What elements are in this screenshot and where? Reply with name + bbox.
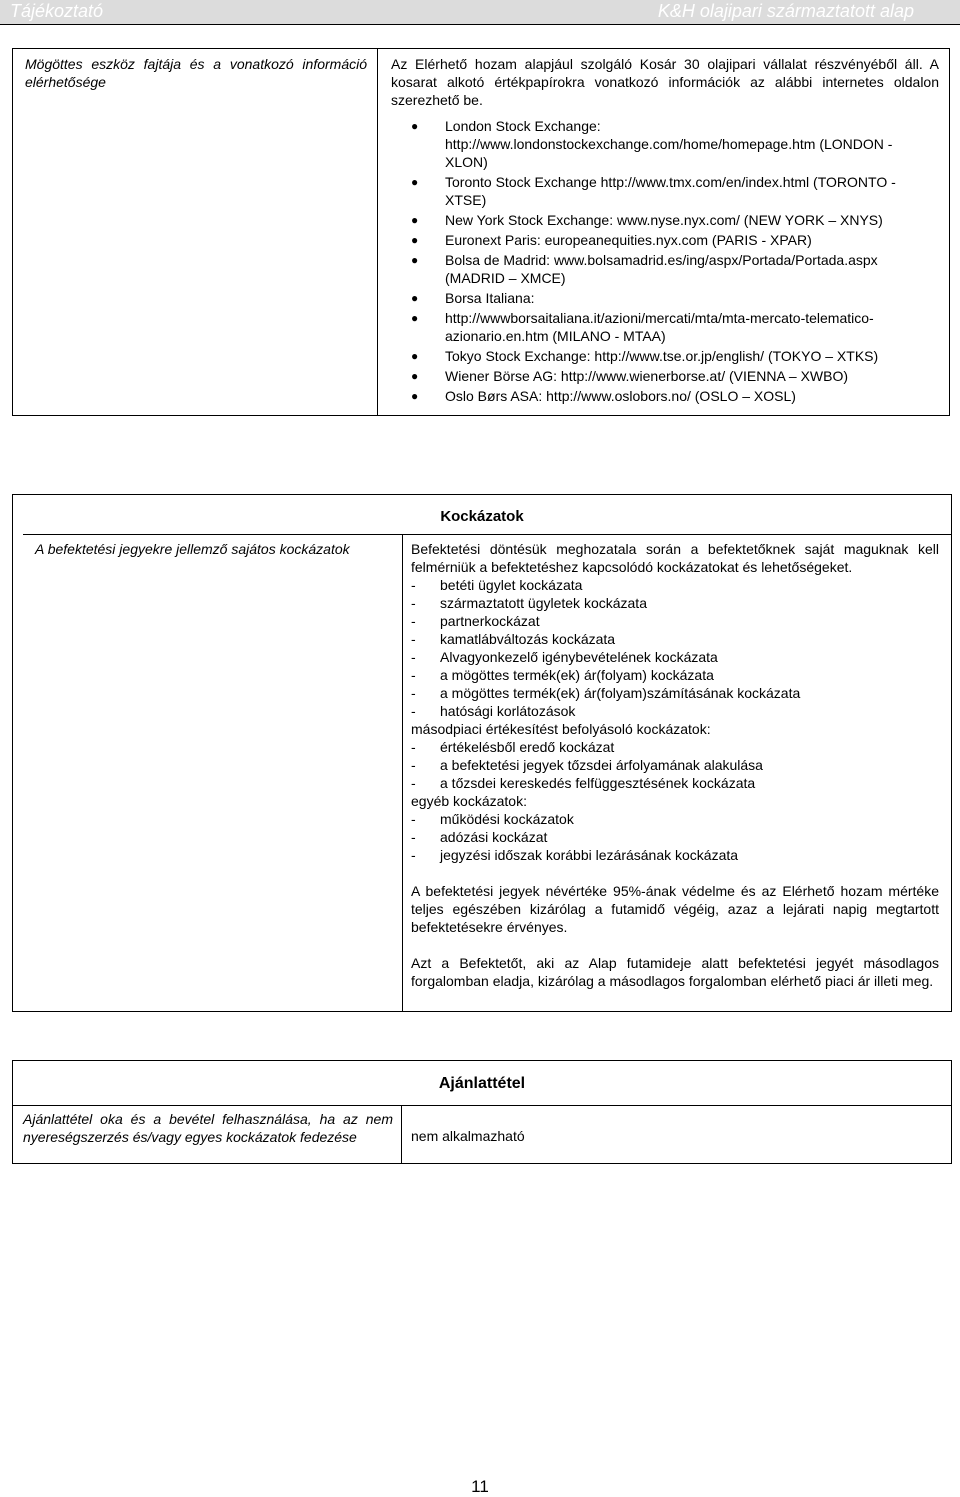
header-left-title: Tájékoztató — [10, 1, 104, 21]
page-header — [0, 0, 960, 24]
offer-label: Ajánlattétel oka és a bevétel felhasználása, ha az nem nyereségszerzés és/vagy egyes kockázatok fedezése — [23, 1111, 393, 1145]
bullet-icon: ● — [411, 389, 419, 403]
risks-title: Kockázatok — [440, 508, 524, 525]
risk-item: - Alvagyonkezelő igénybevételének kockázata — [411, 649, 718, 665]
bullet-icon: ● — [411, 119, 419, 133]
risks-content-cell — [402, 534, 951, 990]
exchange-item: ● Toronto Stock Exchange http://www.tmx.com/en/index.html (TORONTO - XTSE) — [411, 174, 896, 208]
exchange-list — [391, 117, 939, 405]
bullet-icon: ● — [411, 291, 419, 305]
secondary-risk-item: - értékelésből eredő kockázat — [411, 739, 615, 755]
offer-section — [12, 1060, 952, 1164]
offer-title: Ajánlattétel — [438, 1075, 526, 1092]
risk-item: - a mögöttes termék(ek) ár(folyam) kockázata — [411, 667, 714, 683]
exchange-item: ● New York Stock Exchange: www.nyse.nyx.com/ (NEW YORK – XNYS) — [411, 212, 883, 228]
underlying-asset-intro: Az Elérhető hozam alapjául szolgáló Kosár 30 olajipari vállalat részvényéből áll. A kosarat alkotó értékpapírokra vonatkozó információk az alábbi internetes oldalon szerezhető be. — [391, 56, 939, 108]
bullet-icon: ● — [411, 369, 419, 383]
underlying-asset-content — [378, 49, 950, 416]
page-number: 11 — [471, 1477, 489, 1496]
underlying-asset-label: Mögöttes eszköz fajtája és a vonatkozó információ elérhetősége — [13, 49, 378, 416]
exchange-item: ● Oslo Børs ASA: http://www.oslobors.no/ (OSLO – XOSL) — [411, 388, 796, 404]
secondary-risk-item: - a tőzsdei kereskedés felfüggesztésének kockázata — [411, 775, 756, 791]
risks-intro: Befektetési döntésük meghozatala során a befektetőknek saját maguknak kell felmérniük a befektetéshez kapcsolódó kockázatokat és lehetőségeket. — [411, 541, 939, 575]
risk-item: - hatósági korlátozások — [411, 703, 576, 719]
bullet-icon: ● — [411, 349, 419, 363]
capital-protection-paragraph: A befektetési jegyek névértéke 95%-ának védelme és az Elérhető hozam mértéke teljes egészében kizárólag a futamidő végéig, azaz a lejárati napig megtartott befektetésekre érvényes. — [411, 883, 939, 935]
bullet-icon: ● — [411, 213, 419, 227]
exchange-item: ● Borsa Italiana: — [411, 290, 535, 306]
exchange-item: ● Euronext Paris: europeanequities.nyx.com (PARIS - XPAR) — [411, 232, 812, 248]
offer-value-cell — [402, 1105, 951, 1163]
other-risk-item: - jegyzési időszak korábbi lezárásának kockázata — [411, 847, 739, 863]
exchange-item: ● Tokyo Stock Exchange: http://www.tse.or.jp/english/ (TOKYO – XTKS) — [411, 348, 879, 364]
offer-value: nem alkalmazható — [411, 1128, 525, 1144]
risk-item: - származtatott ügyletek kockázata — [411, 595, 647, 611]
other-risks-heading: egyéb kockázatok: — [411, 793, 527, 809]
bullet-icon: ● — [411, 311, 419, 325]
risk-item: - kamatlábváltozás kockázata — [411, 631, 616, 647]
header-right-title: K&H olajipari származtatott alap — [657, 1, 914, 21]
bullet-icon: ● — [411, 175, 419, 189]
underlying-asset-table — [12, 48, 950, 416]
bullet-icon: ● — [411, 233, 419, 247]
other-risk-item: - adózási kockázat — [411, 829, 548, 845]
secondary-risk-item: - a befektetési jegyek tőzsdei árfolyamának alakulása — [411, 757, 763, 773]
risks-section — [12, 494, 952, 1012]
secondary-risks-heading: másodpiaci értékesítést befolyásoló kockázatok: — [411, 721, 711, 737]
header-rule — [0, 24, 960, 25]
exchange-item: ● London Stock Exchange: http://www.londonstockexchange.com/home/homepage.htm (LONDON - XLON) — [411, 118, 893, 170]
other-risk-item: - működési kockázatok — [411, 811, 574, 827]
exchange-item: ● Bolsa de Madrid: www.bolsamadrid.es/ing/aspx/Portada/Portada.aspx (MADRID – XMCE) — [411, 252, 878, 286]
risk-item: - a mögöttes termék(ek) ár(folyam)számításának kockázata — [411, 685, 801, 701]
exchange-item: ● Wiener Börse AG: http://www.wienerborse.at/ (VIENNA – XWBO) — [411, 368, 849, 384]
bullet-icon: ● — [411, 253, 419, 267]
risk-item: - betéti ügylet kockázata — [411, 577, 583, 593]
offer-label-cell — [12, 1105, 402, 1163]
risks-label-cell — [23, 534, 403, 1012]
risk-item: - partnerkockázat — [411, 613, 540, 629]
secondary-market-paragraph: Azt a Befektetőt, aki az Alap futamideje alatt befektetési jegyét másodlagos forgalomban eladja, kizárólag a másodlagos forgalomban elérhető piaci ár illeti meg. — [411, 955, 939, 989]
risks-label: A befektetési jegyekre jellemző sajátos kockázatok — [35, 541, 350, 557]
exchange-item: ● http://wwwborsaitaliana.it/azioni/mercati/mta/mta-mercato-telematico-azionario.en.htm (MILANO - MTAA) — [411, 310, 874, 344]
